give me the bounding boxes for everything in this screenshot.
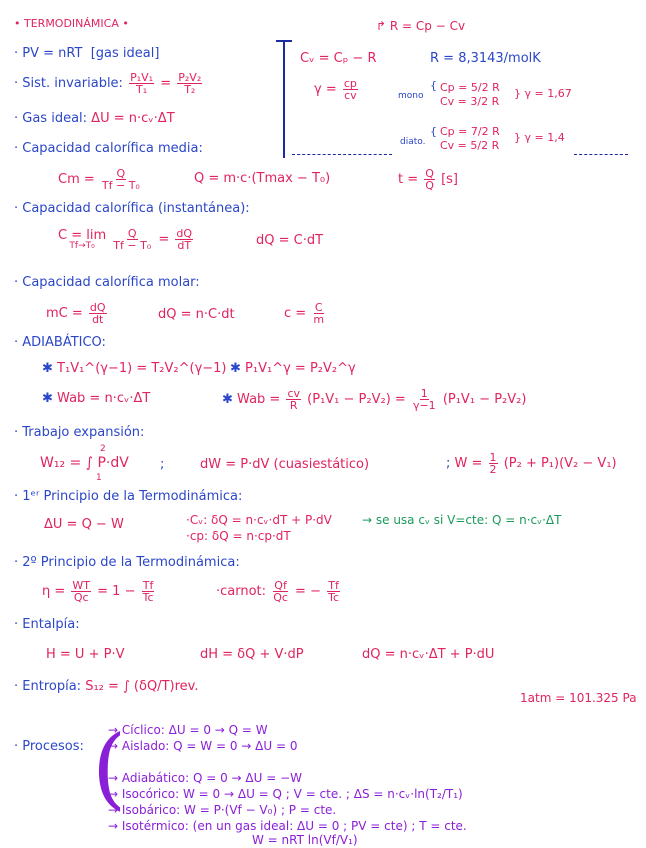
cm-equation: Cm = $\frac{Q}{\text{Tf − T₀}}$ bbox=[58, 167, 140, 192]
mono-cp: Cp = 5/2 R bbox=[440, 81, 500, 94]
mono-brace: { bbox=[430, 79, 437, 92]
enthalpy-eq: H = U + P·V bbox=[46, 647, 125, 662]
atm-conversion: 1atm = 101.325 Pa bbox=[520, 691, 637, 705]
dashed-divider-right bbox=[574, 154, 628, 155]
w-trapezoid: ; W = $\frac{1}{2}$ (P₂ + P₁)(V₂ − V₁) bbox=[446, 451, 617, 476]
entalpia-heading: · Entalpía: bbox=[14, 617, 80, 632]
proceso-adiabatico: → Adiabático: Q = 0 → ΔU = −W bbox=[108, 771, 303, 785]
cap-inst-heading: · Capacidad calorífica (instantánea): bbox=[14, 201, 250, 216]
primer-principio-heading: · 1ᵉʳ Principio de la Termodinámica: bbox=[14, 489, 243, 504]
efficiency-eq: η = $\frac{WT}{Qc}$ = 1 − $\frac{Tf}{Tc}$ bbox=[42, 579, 154, 604]
cap-molar-heading: · Capacidad calorífica molar: bbox=[14, 275, 200, 290]
dq-n-c-dt: dQ = n·C·dt bbox=[158, 307, 235, 322]
diato-brace: { bbox=[430, 125, 437, 138]
adiabatico-heading: · ADIABÁTICO: bbox=[14, 335, 106, 350]
mono-cv: Cv = 3/2 R bbox=[440, 95, 500, 108]
adiab-eq3: ✱ Wab = n·cᵥ·ΔT bbox=[42, 391, 151, 406]
r-constant: R = 8,3143/molK bbox=[430, 51, 541, 66]
cv-usage-note: → se usa cᵥ si V=cte: Q = n·cᵥ·ΔT bbox=[362, 513, 562, 527]
proceso-isotermico: → Isotérmico: (en un gas ideal: ΔU = 0 ; PV = cte) ; T = cte. bbox=[108, 819, 467, 833]
diato-label: diato. bbox=[400, 137, 426, 147]
integral-upper: 2 bbox=[100, 444, 106, 454]
adiab-eq2: ✱ P₁V₁^γ = P₂V₂^γ bbox=[230, 361, 356, 376]
mono-label: mono bbox=[398, 91, 424, 101]
isotermico-work: W = nRT ln(Vf/V₁) bbox=[252, 833, 358, 847]
w12-integral: W₁₂ = ∫ P·dV bbox=[40, 455, 129, 471]
trabajo-heading: · Trabajo expansión: bbox=[14, 425, 145, 440]
dw-equation: dW = P·dV (cuasiestático) bbox=[200, 457, 370, 472]
q-equation: Q = m·c·(Tmax − T₀) bbox=[194, 171, 331, 186]
c-specific: c = $\frac{C}{m}$ bbox=[284, 301, 325, 326]
proceso-isocorico: → Isocórico: W = 0 → ΔU = Q ; V = cte. ; ΔS = n·cᵥ·ln(T₂/T₁) bbox=[108, 787, 463, 801]
dh-eq: dH = δQ + V·dP bbox=[200, 647, 304, 662]
proceso-isobarico: → Isobárico: W = P·(Vf − V₀) ; P = cte. bbox=[108, 803, 337, 817]
dq-enthalpy-eq: dQ = n·cᵥ·ΔT + P·dU bbox=[362, 647, 495, 662]
page-title: • TERMODINÁMICA • bbox=[14, 17, 129, 30]
procesos-brace: ( bbox=[92, 716, 127, 819]
first-law-eq: ΔU = Q − W bbox=[44, 517, 124, 532]
gamma-definition: γ = $\frac{cp}{cv}$ bbox=[314, 77, 357, 102]
cv-equation: Cᵥ = Cₚ − R bbox=[300, 51, 377, 66]
mc-equation: mC = $\frac{dQ}{dt}$ bbox=[46, 301, 106, 326]
divider-cap-top bbox=[276, 40, 292, 42]
mayer-relation: ↱ R = Cp − Cv bbox=[376, 19, 466, 33]
procesos-heading: · Procesos: bbox=[14, 739, 84, 754]
diato-cv: Cv = 5/2 R bbox=[440, 139, 500, 152]
t-equation: t = $\frac{Q}{Q̇}$ [s] bbox=[398, 167, 458, 192]
segundo-principio-heading: · 2º Principio de la Termodinámica: bbox=[14, 555, 240, 570]
cap-media-heading: · Capacidad calorífica media: bbox=[14, 141, 203, 156]
diato-gamma: } γ = 1,4 bbox=[514, 131, 565, 144]
diato-cp: Cp = 7/2 R bbox=[440, 125, 500, 138]
dashed-divider-left bbox=[292, 154, 392, 155]
sistema-invariable: · Sist. invariable: $\frac{\text{P₁V₁}}{\text{T₁}}$ = $\frac{\text{P₂V₂}}{\text{T₂}}$ bbox=[14, 71, 202, 96]
section-divider bbox=[283, 40, 285, 158]
adiab-eq1: ✱ T₁V₁^(γ−1) = T₂V₂^(γ−1) bbox=[42, 361, 227, 376]
entropia-line: · Entropía: S₁₂ = ∫ (δQ/T)rev. bbox=[14, 679, 199, 694]
separator-1: ; bbox=[160, 457, 165, 472]
mono-gamma: } γ = 1,67 bbox=[514, 87, 572, 100]
proceso-aislado: → Aislado: Q = W = 0 → ΔU = 0 bbox=[108, 739, 298, 753]
ideal-gas-law: · PV = nRT [gas ideal] bbox=[14, 46, 160, 61]
carnot-eq: ·carnot: $\frac{Qf}{Qc}$ = − $\frac{Tf}{Tc}$ bbox=[216, 579, 340, 604]
cp-heat-eq: ·cp: δQ = n·cp·dT bbox=[186, 529, 291, 543]
adiab-eq4: ✱ Wab = $\frac{cv}{R}$ (P₁V₁ − P₂V₂) = $\frac{1}{\gamma-1}$ (P₁V₁ − P₂V₂) bbox=[222, 387, 527, 412]
cv-heat-eq: ·Cᵥ: δQ = n·cᵥ·dT + P·dV bbox=[186, 513, 332, 527]
proceso-ciclico: → Cíclico: ΔU = 0 → Q = W bbox=[108, 723, 268, 737]
c-limit-equation: C = lim Tf→T₀ $\frac{Q}{\text{Tf − T₀}}$ = $\frac{dQ}{dT}$ bbox=[58, 227, 193, 252]
dq-c-dt: dQ = C·dT bbox=[256, 233, 324, 248]
gas-ideal-energy: · Gas ideal: ΔU = n·cᵥ·ΔT bbox=[14, 111, 175, 126]
integral-lower: 1 bbox=[96, 473, 102, 483]
